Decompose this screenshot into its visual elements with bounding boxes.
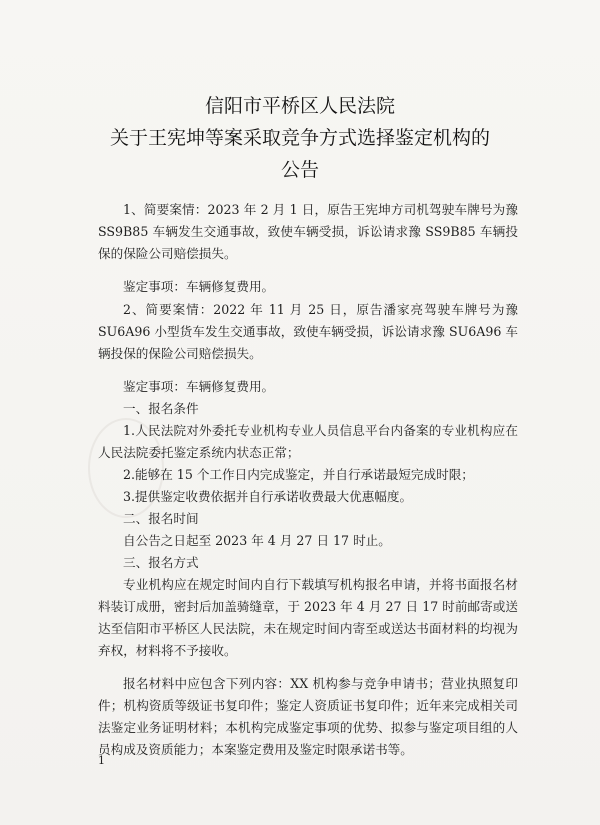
section-1-item-1: 1.人民法院对外委托专业机构专业人员信息平台内备案的专业机构应在人民法院委托鉴定系统内状态正常； [98,423,518,460]
case-1-brief: 1、简要案情：2023 年 2 月 1 日，原告王宪坤方司机驾驶车牌号为豫 SS9B85 车辆发生交通事故，致使车辆受损，诉讼请求豫 SS9B85 车辆投保的保险公司赔偿损失。 [98,202,518,261]
section-1-item-3: 3.提供鉴定收费依据并自行承诺收费最大优惠幅度。 [123,489,413,504]
section-1-item-2: 2.能够在 15 个工作日内完成鉴定，并自行承诺最短完成时限； [123,467,474,482]
page-number: 1 [98,754,105,767]
section-2-text: 自公告之日起至 2023 年 4 月 27 日 17 时止。 [123,533,391,548]
document-body [98,199,518,761]
case-2-matter: 鉴定事项：车辆修复费用。 [123,379,275,394]
section-1-heading: 一、报名条件 [123,401,199,416]
case-1-matter: 鉴定事项：车辆修复费用。 [123,279,275,294]
section-3-para-2: 报名材料中应包含下列内容：XX 机构参与竞争申请书；营业执照复印件；机构资质等级证书复印件；鉴定人资质证书复印件；近年来完成相关司法鉴定业务证明材料；本机构完成鉴定事项的优势、拟参与鉴定项目组的人员构成及资质能力；本案鉴定费用及鉴定时限承诺书等。 [98,676,518,757]
case-2-brief: 2、简要案情：2022 年 11 月 25 日，原告潘家亮驾驶车牌号为豫 SU6A96 小型货车发生交通事故，致使车辆受损，诉讼请求豫 SU6A96 车辆投保的保险公司赔偿损失。 [98,302,518,361]
title-line-2: 关于王宪坤等案采取竞争方式选择鉴定机构的 [109,127,490,149]
title-line-1: 信阳市平桥区人民法院 [204,95,395,117]
title-line-3: 公告 [280,159,319,181]
section-3-heading: 三、报名方式 [123,555,199,570]
section-3-para-1: 专业机构应在规定时间内自行下载填写机构报名申请，并将书面报名材料装订成册，密封后加盖骑缝章，于 2023 年 4 月 27 日 17 时前邮寄或送达至信阳市平桥区人民法院，未在规定时间内寄至或送达书面材料的均视为弃权，材料将不予接收。 [98,577,518,658]
section-2-heading: 二、报名时间 [123,511,199,526]
